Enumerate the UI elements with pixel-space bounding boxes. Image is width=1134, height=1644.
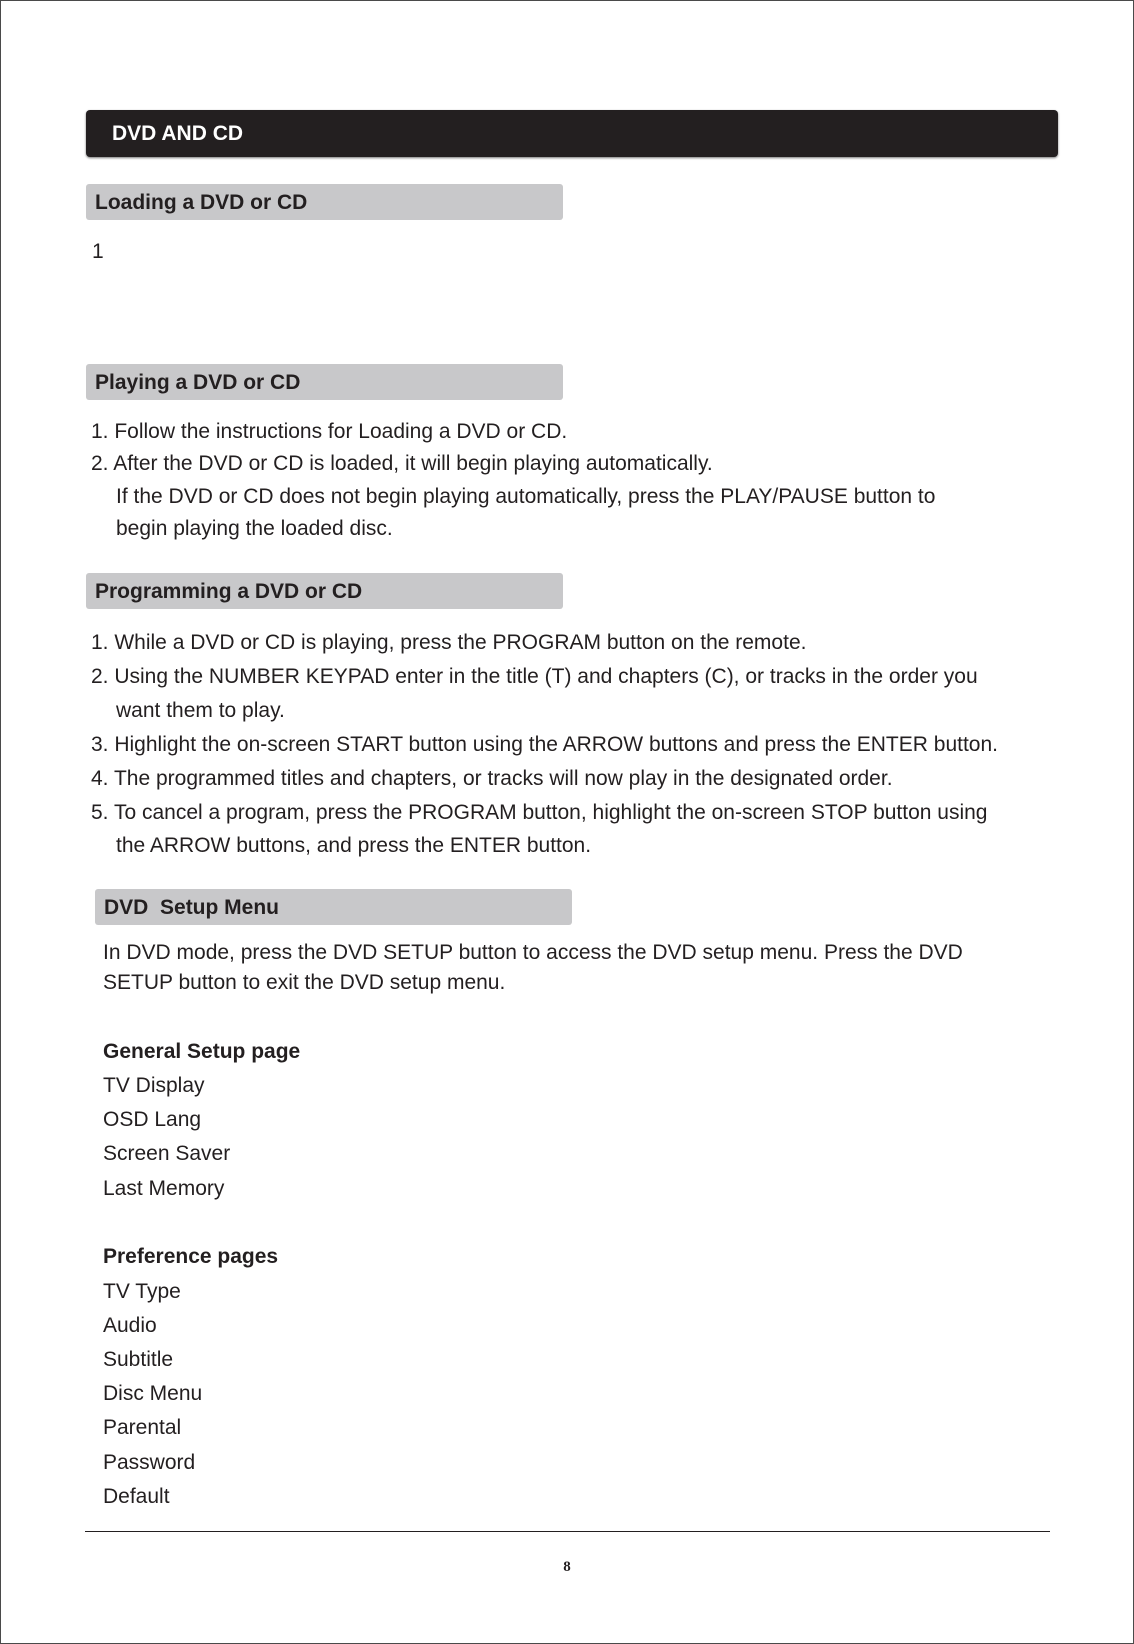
- programming-line-1: 1. While a DVD or CD is playing, press the PROGRAM button on the remote.: [91, 631, 807, 654]
- setup-intro-line-1: In DVD mode, press the DVD SETUP button to access the DVD setup menu. Press the DVD: [103, 941, 963, 964]
- playing-line-3: If the DVD or CD does not begin playing automatically, press the PLAY/PAUSE button to: [116, 485, 936, 508]
- preference-item-parental: Parental: [103, 1416, 182, 1439]
- preference-pages-title: Preference pages: [103, 1245, 279, 1268]
- programming-line-6: 5. To cancel a program, press the PROGRAM button, highlight the on-screen STOP button using: [91, 801, 988, 824]
- heading-setup-menu: DVD Setup Menu: [95, 889, 572, 925]
- preference-item-default: Default: [103, 1485, 170, 1508]
- preference-item-audio: Audio: [103, 1314, 157, 1337]
- programming-line-3: want them to play.: [116, 699, 285, 722]
- playing-line-4: begin playing the loaded disc.: [116, 517, 393, 540]
- footer-divider: [85, 1531, 1050, 1532]
- heading-playing: Playing a DVD or CD: [86, 364, 563, 400]
- general-item-osd-lang: OSD Lang: [103, 1108, 202, 1131]
- general-item-tv-display: TV Display: [103, 1074, 205, 1097]
- preference-item-disc-menu: Disc Menu: [103, 1382, 203, 1405]
- heading-programming: Programming a DVD or CD: [86, 573, 563, 609]
- page-number: 8: [563, 1559, 571, 1575]
- general-item-screen-saver: Screen Saver: [103, 1142, 231, 1165]
- general-setup-title: General Setup page: [103, 1040, 301, 1063]
- playing-line-2: 2. After the DVD or CD is loaded, it will begin playing automatically.: [91, 452, 713, 475]
- setup-intro-line-2: SETUP button to exit the DVD setup menu.: [103, 971, 506, 994]
- general-item-last-memory: Last Memory: [103, 1177, 225, 1200]
- programming-line-5: 4. The programmed titles and chapters, or tracks will now play in the designated order.: [91, 767, 893, 790]
- playing-line-1: 1. Follow the instructions for Loading a DVD or CD.: [91, 420, 568, 443]
- programming-line-4: 3. Highlight the on-screen START button using the ARROW buttons and press the ENTER button.: [91, 733, 998, 756]
- preference-item-subtitle: Subtitle: [103, 1348, 174, 1371]
- programming-line-7: the ARROW buttons, and press the ENTER button.: [116, 834, 592, 857]
- preference-item-tv-type: TV Type: [103, 1280, 181, 1303]
- heading-loading: Loading a DVD or CD: [86, 184, 563, 220]
- loading-step: 1: [92, 240, 104, 263]
- section-banner: DVD AND CD: [86, 110, 1058, 157]
- programming-line-2: 2. Using the NUMBER KEYPAD enter in the title (T) and chapters (C), or tracks in the order you: [91, 665, 978, 688]
- preference-item-password: Password: [103, 1451, 196, 1474]
